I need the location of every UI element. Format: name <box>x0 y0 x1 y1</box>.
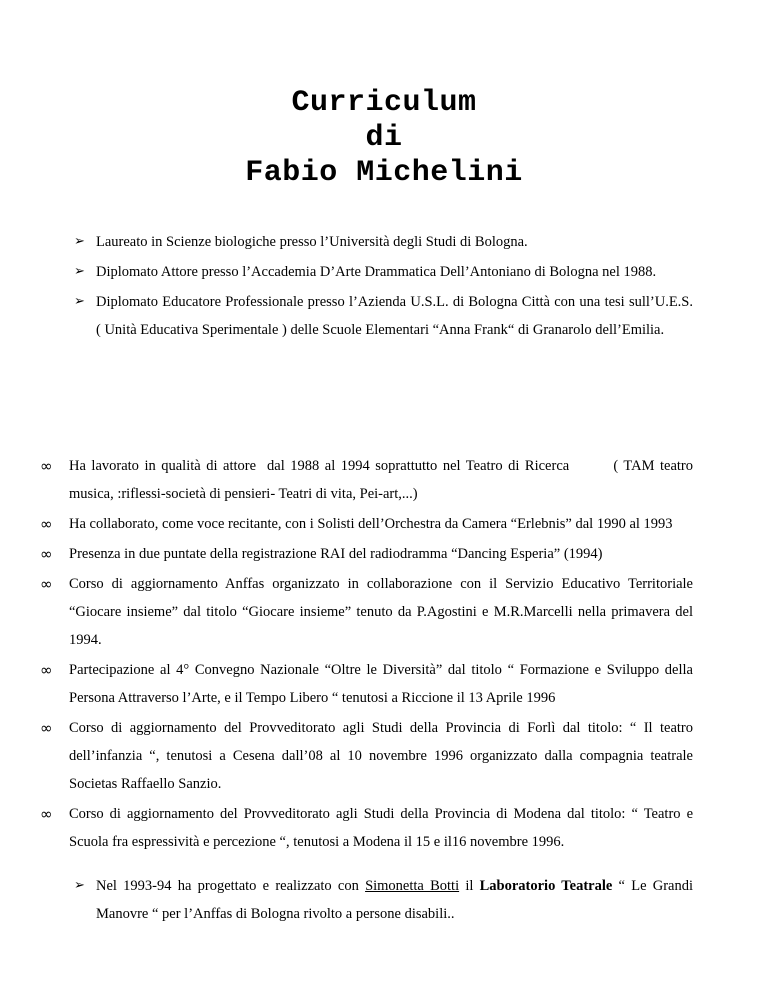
list-item <box>0 800 768 856</box>
infinity-bullet-icon: ∞ <box>40 661 53 679</box>
list-item <box>0 540 768 568</box>
experience-item-text: Corso di aggiornamento del Provveditorato agli Studi della Provincia di Modena dal titolo: “ Teatro e Scuola fra espressività e percezione “, tenutosi a Modena il 15 e il16 novembre 1996. <box>69 806 693 850</box>
experience-item-text: Ha lavorato in qualità di attore dal 1988 al 1994 soprattutto nel Teatro di Ricerca ( TAM teatro musica, :riflessi-società di pensieri- Teatri di vita, Pei-art,...) <box>69 458 697 502</box>
experience-item-text: Partecipazione al 4° Convegno Nazionale “Oltre le Diversità” dal titolo “ Formazione e Sviluppo della Persona Attraverso l’Arte, e il Tempo Libero “ tenutosi a Riccione il 13 Aprile 1996 <box>69 662 693 706</box>
list-item <box>0 570 768 654</box>
education-item-text: Diplomato Educatore Professionale presso l’Azienda U.S.L. di Bologna Città con una tesi sull’U.E.S. ( Unità Educativa Sperimentale ) delle Scuole Elementari “Anna Frank“ di Granarolo dell’Emilia. <box>96 294 693 338</box>
list-item <box>0 228 768 256</box>
education-list <box>0 228 768 346</box>
infinity-bullet-icon: ∞ <box>40 545 53 563</box>
list-item <box>0 714 768 798</box>
list-item <box>0 258 768 286</box>
project-prefix: Nel 1993-94 ha progettato e realizzato con <box>96 878 366 894</box>
education-item-text: Laureato in Scienze biologiche presso l’Università degli Studi di Bologna. <box>96 234 528 250</box>
experience-item-text: Corso di aggiornamento Anffas organizzato in collaborazione con il Servizio Educativo Territoriale “Giocare insieme” dal titolo “Giocare insieme” tenuto da P.Agostini e M.R.Marcelli nella primavera del 1994. <box>69 576 693 648</box>
infinity-bullet-icon: ∞ <box>40 457 53 475</box>
document-title <box>0 86 768 191</box>
experience-item-text: Presenza in due puntate della registrazione RAI del radiodramma “Dancing Esperia” (1994) <box>69 546 603 562</box>
list-item <box>0 510 768 538</box>
arrow-bullet-icon: ➢ <box>74 878 85 893</box>
title-line-name: Fabio Michelini <box>245 156 523 190</box>
lab-name: Laboratorio Teatrale <box>479 878 613 894</box>
education-item-text: Diplomato Attore presso l’Accademia D’Arte Drammatica Dell’Antoniano di Bologna nel 1988. <box>96 264 657 280</box>
title-line-di: di <box>365 121 403 155</box>
arrow-bullet-icon: ➢ <box>74 294 85 309</box>
project-suffix: “ Le Grandi Manovre “ per l’Anffas di Bologna rivolto a persone disabili.. <box>96 878 693 922</box>
infinity-bullet-icon: ∞ <box>40 805 53 823</box>
list-item <box>0 288 768 344</box>
experience-list <box>0 452 768 858</box>
partner-name: Simonetta Botti <box>365 878 460 894</box>
title-line-curriculum: Curriculum <box>291 86 477 120</box>
list-item <box>0 656 768 712</box>
project-list <box>0 872 768 930</box>
infinity-bullet-icon: ∞ <box>40 719 53 737</box>
project-middle: il <box>459 878 480 894</box>
list-item <box>0 872 768 928</box>
arrow-bullet-icon: ➢ <box>74 234 85 249</box>
experience-item-text: Ha collaborato, come voce recitante, con i Solisti dell’Orchestra da Camera “Erlebnis” dal 1990 al 1993 <box>69 516 673 532</box>
list-item <box>0 452 768 508</box>
experience-item-text: Corso di aggiornamento del Provveditorato agli Studi della Provincia di Forlì dal titolo: “ Il teatro dell’infanzia “, tenutosi a Cesena dall’08 al 10 novembre 1996 organizzato dalla compagnia teatrale Societas Raffaello Sanzio. <box>69 720 693 792</box>
infinity-bullet-icon: ∞ <box>40 575 53 593</box>
infinity-bullet-icon: ∞ <box>40 515 53 533</box>
arrow-bullet-icon: ➢ <box>74 264 85 279</box>
